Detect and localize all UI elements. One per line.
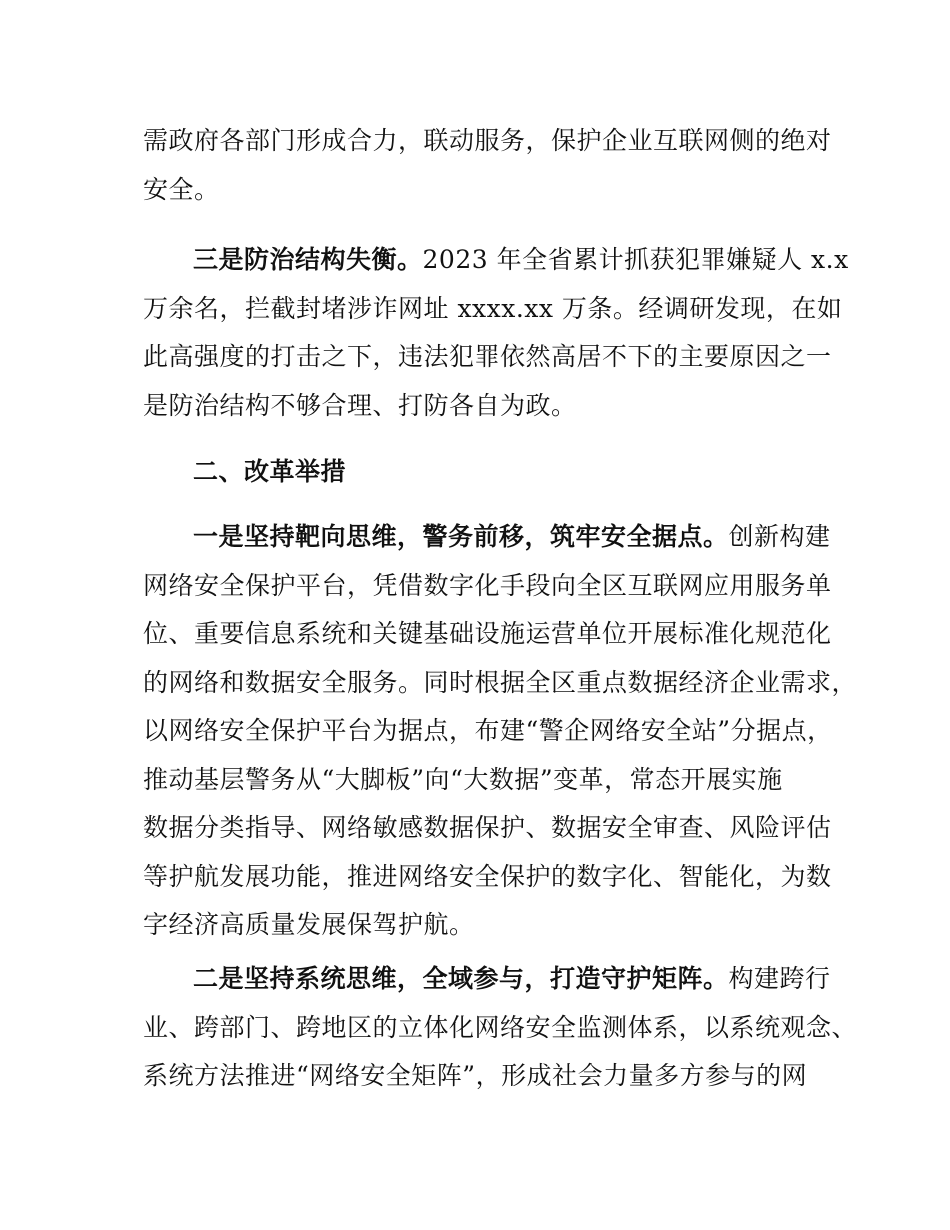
text-line [143, 236, 849, 285]
text-line: 字经济高质量发展保驾护航。 [143, 910, 475, 939]
text-line: 的网络和数据安全服务。同时根据全区重点数据经济企业需求， [143, 667, 858, 697]
text-line [143, 513, 831, 562]
paragraph-first-line-rest: 创新构建 [728, 522, 831, 551]
paragraph-first-line-rest: 2023 年全省累计抓获犯罪嫌疑人 x.x [422, 245, 849, 274]
section-heading-block [143, 448, 813, 497]
text-line: 此高强度的打击之下，违法犯罪依然高居不下的主要原因之一 [143, 342, 832, 371]
paragraph-structure-imbalance [143, 236, 849, 430]
text-line: 业、跨部门、跨地区的立体化网络安全监测体系，以系统观念、 [143, 1012, 858, 1042]
text-line: 推动基层警务从“大脚板”向“大数据”变革，常态开展实施 [143, 764, 783, 794]
text-line [143, 955, 831, 1004]
text-line: 需政府各部门形成合力，联动服务，保护企业互联网侧的绝对 [143, 126, 832, 155]
text-line: 以网络安全保护平台为据点，布建“警企网络安全站”分据点， [143, 716, 833, 745]
paragraph-measure-two [143, 955, 858, 1101]
text-line: 等护航发展功能，推进网络安全保护的数字化、智能化，为数 [143, 861, 832, 891]
text-line: 系统方法推进“网络安全矩阵”，形成社会力量多方参与的网 [143, 1061, 808, 1090]
paragraph-lead: 三是防治结构失衡。 [193, 245, 423, 274]
paragraph-lead: 二是坚持系统思维，全域参与，打造守护矩阵。 [193, 964, 729, 993]
paragraph-measure-one [143, 513, 858, 950]
text-line: 万余名，拦截封堵涉诈网址 xxxx.xx 万条。经调研发现，在如 [143, 293, 843, 323]
section-heading: 二、改革举措 [193, 457, 347, 486]
text-line: 是防治结构不够合理、打防各自为政。 [143, 390, 577, 420]
paragraph-lead: 一是坚持靶向思维，警务前移，筑牢安全据点。 [193, 522, 729, 551]
text-line: 网络安全保护平台，凭借数字化手段向全区互联网应用服务单 [143, 570, 832, 600]
text-line: 安全。 [143, 174, 220, 204]
paragraph-continuation [143, 117, 832, 214]
paragraph-first-line-rest: 构建跨行 [728, 964, 831, 993]
text-line: 位、重要信息系统和关键基础设施运营单位开展标准化规范化 [143, 619, 832, 648]
text-line: 数据分类指导、网络敏感数据保护、数据安全审查、风险评估 [143, 813, 832, 842]
